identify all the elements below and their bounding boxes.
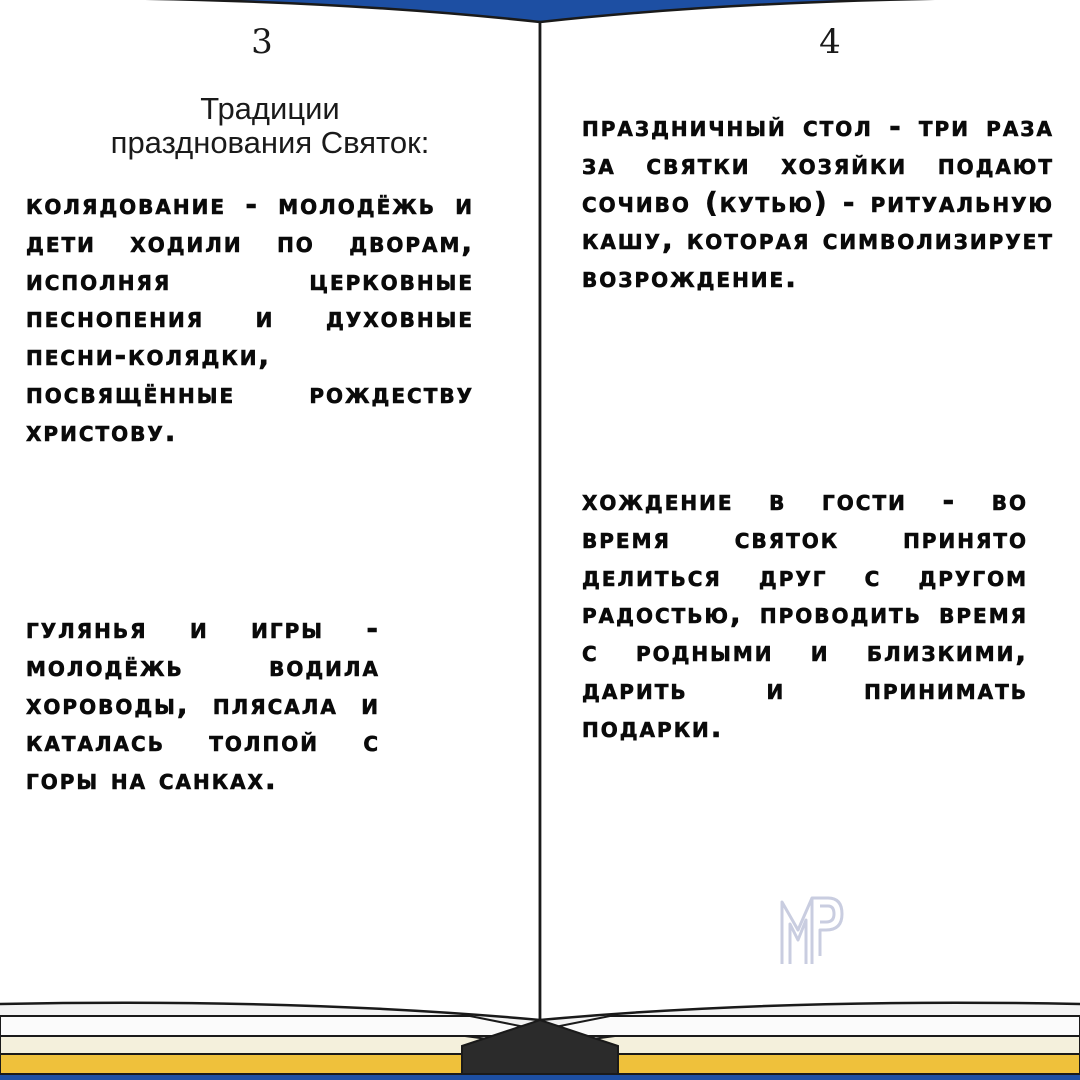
- paragraph-festivities: гулянья и игры - молодёжь водила хороводы, плясала и каталась толпой с горы на санках.: [26, 612, 380, 797]
- right-page-number: 4: [819, 22, 841, 62]
- page-heading-line-1: Традиции: [200, 91, 340, 126]
- paragraph-festive-table: праздничный стол - три раза за святки хозяйки подают сочиво (кутью) - ритуальную кашу, которая символизирует возрождение.: [582, 110, 1054, 295]
- left-page-number: 3: [251, 22, 273, 62]
- page-heading-line-2: празднования Святок:: [110, 125, 430, 160]
- paragraph-visiting: хождение в гости - во время святок принято делиться друг с другом радостью, проводить время с родными и близкими, дарить и принимать подарки.: [582, 484, 1028, 744]
- mp-monogram-logo-icon: [776, 890, 846, 970]
- paragraph-carolling: колядование - молодёжь и дети ходили по дворам, исполняя церковные песнопения и духовные песни-колядки, посвящённые рождеству христову.: [26, 188, 474, 448]
- page-heading: [60, 92, 480, 160]
